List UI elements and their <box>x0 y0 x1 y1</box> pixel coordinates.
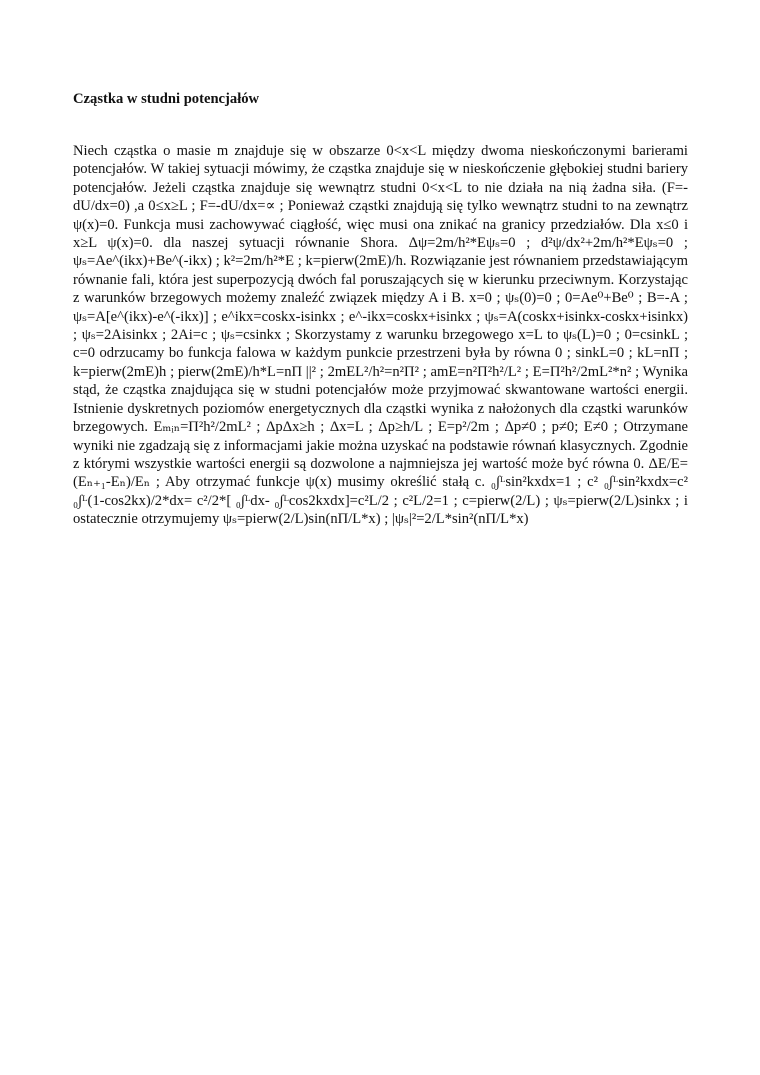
document-body-paragraph: Niech cząstka o masie m znajduje się w obszarze 0<x<L między dwoma nieskończonymi barierami potencjałów. W takiej sytuacji mówimy, że cząstka znajduje się w nieskończenie głębokiej studni bariery potencjałów. Jeżeli cząstka znajduje się wewnątrz studni 0<x<L to nie działa na nią żadna siła. (F=-dU/dx=0) ,a 0≤x≥L ; F=-dU/dx=∝ ; Ponieważ cząstki znajdują się tylko wewnątrz studni to na zewnątrz ψ(x)=0. Funkcja musi zachowywać ciągłość, więc musi ona znikać na granicy przedziałów. Dla x≤0 i x≥L ψ(x)=0. dla naszej sytuacji równanie Shora. Δψ=2m/h²*Eψₛ=0 ; d²ψ/dx²+2m/h²*Eψₛ=0 ; ψₛ=Ae^(ikx)+Be^(-ikx) ; k²=2m/h²*E ; k=pierw(2mE)/h. Rozwiązanie jest równaniem przedstawiającym równanie fali, która jest superpozycją dwóch fal poruszających się w kierunku przeciwnym. Korzystając z warunków brzegowych możemy znaleźć związek między A i B. x=0 ; ψₛ(0)=0 ; 0=Ae⁰+Be⁰ ; B=-A ; ψₛ=A[e^(ikx)-e^(-ikx)] ; e^ikx=coskx-isinkx ; e^-ikx=coskx+isinkx ; ψₛ=A(coskx+isinkx-coskx+isinkx) ; ψₛ=2Aisinkx ; 2Ai=c ; ψₛ=csinkx ; Skorzystamy z warunku brzegowego x=L to ψₛ(L)=0 ; 0=csinkL ; c=0 odrzucamy bo funkcja falowa w każdym punkcie przestrzeni była by równa 0 ; sinkL=0 ; kL=nΠ ; k=pierw(2mE)h ; pierw(2mE)/h*L=nΠ ||² ; 2mEL²/h²=n²Π² ; amE=n²Π²h²/L² ; E=Π²h²/2mL²*n² ; Wynika stąd, że cząstka znajdująca się w studni potencjałów może przyjmować skwantowane wartości energii. Istnienie dyskretnych poziomów energetycznych dla cząstki wynika z nałożonych dla cząstki warunków brzegowych. Eₘᵢₙ=Π²h²/2mL² ; ΔpΔx≥h ; Δx=L ; Δp≥h/L ; E=p²/2m ; Δp≠0 ; p≠0; E≠0 ; Otrzymane wyniki nie zgadzają się z informacjami jakie można uzyskać na podstawie równań klasycznych. Zgodnie z którymi wszystkie wartości energii są dozwolone a najmniejsza jej wartość może być równa 0. ΔE/E=(Eₙ₊₁-Eₙ)/Eₙ ; Aby otrzymać funkcje ψ(x) musimy określić stałą c. ₀∫ᴸsin²kxdx=1 ; c² ₀∫ᴸsin²kxdx=c² ₀∫ᴸ(1-cos2kx)/2*dx= c²/2*[ ₀∫ᴸdx- ₀∫ᴸcos2kxdx]=c²L/2 ; c²L/2=1 ; c=pierw(2/L) ; ψₛ=pierw(2/L)sinkx ; i ostatecznie otrzymujemy ψₛ=pierw(2/L)sin(nΠ/L*x) ; |ψₛ|²=2/L*sin²(nΠ/L*x) <box>73 143 688 528</box>
document-title: Cząstka w studni potencjałów <box>73 91 260 107</box>
